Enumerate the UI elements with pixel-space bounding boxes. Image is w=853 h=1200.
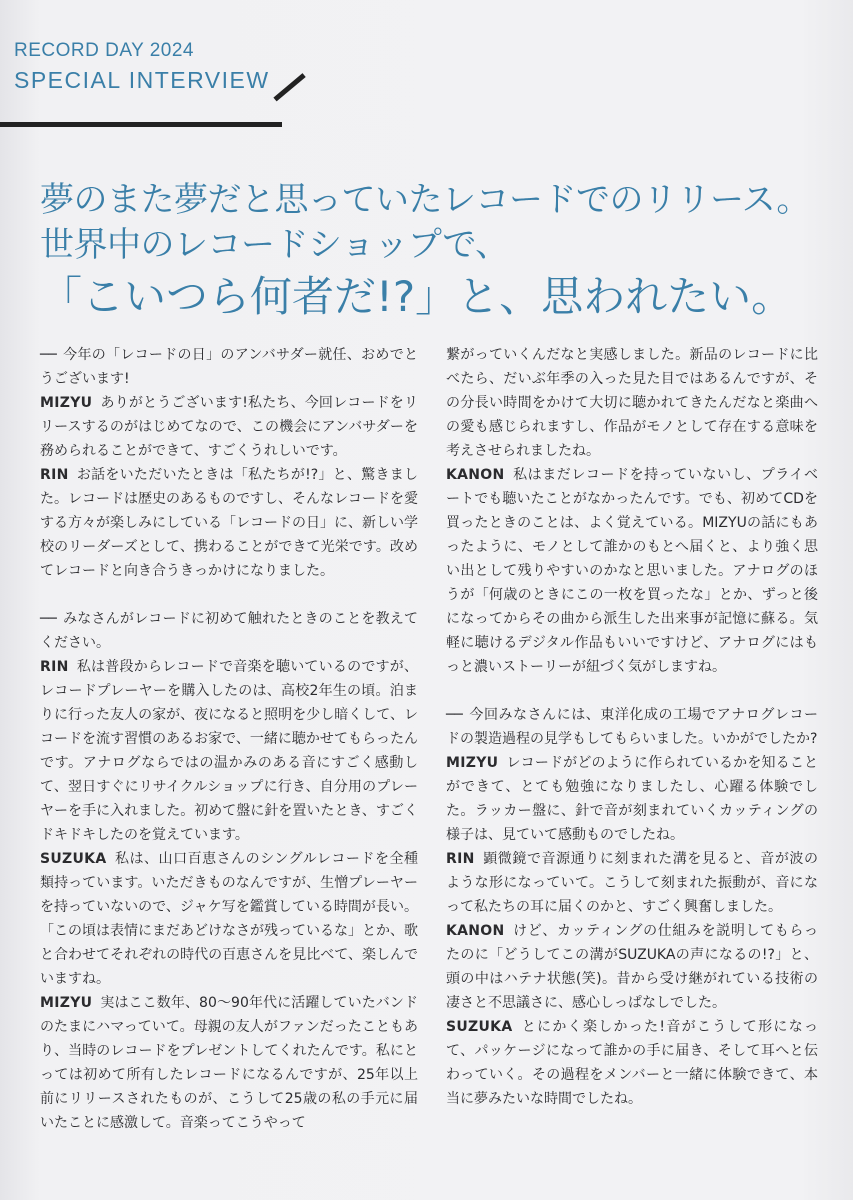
- answer-text: 私はまだレコードを持っていないし、プライベートでも聴いたことがなかったんです。でも、初めてCDを買ったときのことは、よく覚えている。MIZYUの話にもあったように、モノとして誰かのもとへ届くと、より強く思い出として残りやすいのかなと思いました。アナログのほうが「何歳のときにこの一枚を買ったな」とか、ずっと後になってからその曲から派生した出来事が記憶に蘇る。気軽に聴けるデジタル作品もいいですけど、アナログにはもっと濃いストーリーが紐づく気がしますね。: [446, 467, 818, 675]
- header-rule-horizontal: [0, 122, 282, 127]
- speaker-name: RIN: [40, 659, 69, 675]
- answer-mizyu-3: [446, 751, 818, 847]
- answer-text: お話をいただいたときは「私たちが!?」と、驚きました。レコードは歴史のあるものですし、そんなレコードを愛する方々が楽しみにしている「レコードの日」に、新しい学校のリーダーズとして、携わることができて光栄です。改めてレコードと向き合うきっかけになりました。: [40, 467, 418, 579]
- answer-text: とにかく楽しかった!音がこうして形になって、パッケージになって誰かの手に届き、そして耳へと伝わっていく。その過程をメンバーと一緒に体験できて、本当に夢みたいな時間でしたね。: [446, 1019, 818, 1107]
- answer-text: けど、カッティングの仕組みを説明してもらったのに「どうしてこの溝がSUZUKAの声になるの!?」と、頭の中はハテナ状態(笑)。昔から受け継がれている技術の凄さと不思議さに、感心しっぱなしでした。: [446, 923, 818, 1011]
- speaker-name: RIN: [446, 851, 475, 867]
- answer-text: 実はここ数年、80〜90年代に活躍していたバンドのたまにハマっていて。母親の友人がファンだったこともあり、当時のレコードをプレゼントしてくれたんです。私にとっては初めて所有したレコードになるんですが、25年以上前にリリースされたものが、こうして25歳の私の手元に届いたことに感激して。音楽ってこうやって: [40, 995, 418, 1131]
- question-dash: ──: [40, 611, 57, 627]
- speaker-name: KANON: [446, 923, 505, 939]
- speaker-name: MIZYU: [40, 395, 93, 411]
- header-record-day: RECORD DAY 2024: [14, 40, 194, 61]
- right-column: [446, 343, 818, 1111]
- question-dash: ──: [446, 707, 463, 723]
- answer-rin-2: [40, 655, 418, 847]
- header-rule-diagonal: [273, 73, 305, 101]
- interview-headline: [40, 178, 840, 324]
- answer-kanon-1: [446, 463, 818, 679]
- speaker-name: SUZUKA: [446, 1019, 513, 1035]
- answer-rin-3: [446, 847, 818, 919]
- speaker-name: KANON: [446, 467, 505, 483]
- answer-mizyu-1: [40, 391, 418, 463]
- headline-line-3: 「こいつら何者だ!?」と、思われたい。: [40, 272, 794, 321]
- answer-text: レコードがどのように作られているかを知ることができて、とても勉強になりましたし、心躍る体験でした。ラッカー盤に、針で音が刻まれていくカッティングの様子は、見ていて感動ものでしたね。: [446, 755, 818, 843]
- section-header: [14, 40, 270, 94]
- question-2: [40, 607, 418, 655]
- speaker-name: MIZYU: [446, 755, 499, 771]
- speaker-name: SUZUKA: [40, 851, 107, 867]
- headline-line-1: 夢のまた夢だと思っていたレコードでのリリース。: [40, 180, 810, 220]
- answer-mizyu-2-continued: 繋がっていくんだなと実感しました。新品のレコードに比べたら、だいぶ年季の入った見た目ではあるんですが、その分長い時間をかけて大切に聴かれてきたんだなと楽曲への愛も感じられますし、作品がモノとして存在する意味を考えさせられましたね。: [446, 347, 818, 459]
- answer-text: 私は普段からレコードで音楽を聴いているのですが、レコードプレーヤーを購入したのは、高校2年生の頃。泊まりに行った友人の家が、夜になると照明を少し暗くして、レコードを流す習慣のあるお家で、一緒に聴かせてもらったんです。アナログならではの温かみのある音にすごく感動して、翌日すぐにリサイクルショップに行き、自分用のプレーヤーを手に入れました。初めて盤に針を置いたとき、すごくドキドキしたのを覚えています。: [40, 659, 418, 843]
- speaker-name: RIN: [40, 467, 69, 483]
- answer-text: 顕微鏡で音源通りに刻まれた溝を見ると、音が波のような形になっていて。こうして刻まれた振動が、音になって私たちの耳に届くのかと、すごく興奮しました。: [446, 851, 818, 915]
- header-special-interview: SPECIAL INTERVIEW: [14, 67, 270, 93]
- answer-kanon-2: [446, 919, 818, 1015]
- answer-rin-1: [40, 463, 418, 583]
- headline-line-2: 世界中のレコードショップで、: [40, 225, 509, 265]
- answer-suzuka-2: [446, 1015, 818, 1111]
- question-text: 今年の「レコードの日」のアンバサダー就任、おめでとうございます!: [40, 347, 418, 387]
- question-text: みなさんがレコードに初めて触れたときのことを教えてください。: [40, 611, 418, 651]
- answer-text: ありがとうございます!私たち、今回レコードをリリースするのがはじめてなので、この機会にアンバサダーを務められることができて、すごくうれしいです。: [40, 395, 418, 459]
- question-text: 今回みなさんには、東洋化成の工場でアナログレコードの製造過程の見学もしてもらいました。いかがでしたか?: [446, 707, 818, 747]
- left-column: [40, 343, 418, 1135]
- answer-mizyu-2: [40, 991, 418, 1135]
- answer-suzuka-1: [40, 847, 418, 991]
- speaker-name: MIZYU: [40, 995, 93, 1011]
- answer-text: 私は、山口百恵さんのシングルレコードを全種類持っています。いただきものなんですが、生憎プレーヤーを持っていないので、ジャケ写を鑑賞している時間が長い。「この頃は表情にまだあどけなさが残っているな」とか、歌と合わせてそれぞれの時代の百恵さんを見比べて、楽しんでいますね。: [40, 851, 418, 987]
- question-1: [40, 343, 418, 391]
- question-3: [446, 703, 818, 751]
- question-dash: ──: [40, 347, 57, 363]
